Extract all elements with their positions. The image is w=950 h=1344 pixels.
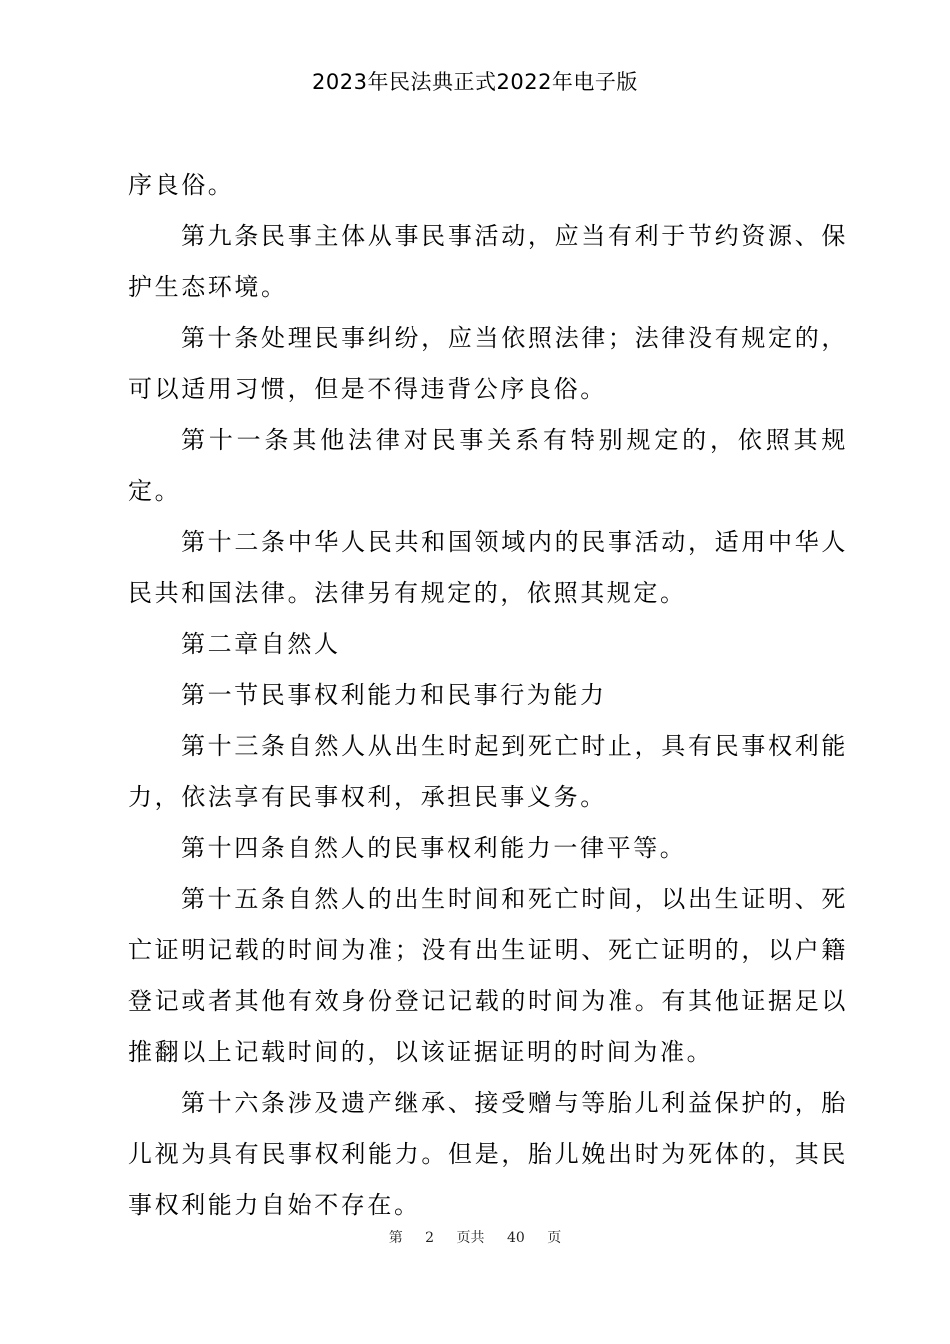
page-footer <box>0 1227 950 1247</box>
footer-prefix: 第 <box>388 1230 403 1246</box>
paragraph: 序良俗。 <box>128 171 235 199</box>
article-11-paragraph: 第十一条其他法律对民事关系有特别规定的，依照其规定。 <box>128 426 848 505</box>
page-header-title: 2023年民法典正式2022年电子版 <box>312 70 638 94</box>
article-14-paragraph: 第十四条自然人的民事权利能力一律平等。 <box>181 834 687 862</box>
footer-middle: 页共 <box>456 1230 485 1246</box>
article-16-paragraph: 第十六条涉及遗产继承、接受赠与等胎儿利益保护的，胎儿视为具有民事权利能力。但是，胎儿娩出时为死体的，其民事权利能力自始不存在。 <box>128 1089 848 1219</box>
footer-current-page: 2 <box>425 1230 435 1246</box>
document-body <box>128 160 848 1231</box>
chapter-heading: 第二章自然人 <box>181 630 341 658</box>
article-15-paragraph: 第十五条自然人的出生时间和死亡时间，以出生证明、死亡证明记载的时间为准；没有出生证明、死亡证明的，以户籍登记或者其他有效身份登记记载的时间为准。有其他证据足以推翻以上记载时间的，以该证据证明的时间为准。 <box>128 885 848 1066</box>
footer-suffix: 页 <box>547 1230 562 1246</box>
article-10-paragraph: 第十条处理民事纠纷，应当依照法律；法律没有规定的，可以适用习惯，但是不得违背公序良俗。 <box>128 324 848 403</box>
article-13-paragraph: 第十三条自然人从出生时起到死亡时止，具有民事权利能力，依法享有民事权利，承担民事义务。 <box>128 732 848 811</box>
article-12-paragraph: 第十二条中华人民共和国领域内的民事活动，适用中华人民共和国法律。法律另有规定的，依照其规定。 <box>128 528 848 607</box>
footer-total-pages: 40 <box>507 1230 525 1246</box>
article-9-paragraph: 第九条民事主体从事民事活动，应当有利于节约资源、保护生态环境。 <box>128 222 848 301</box>
section-heading: 第一节民事权利能力和民事行为能力 <box>181 681 607 709</box>
